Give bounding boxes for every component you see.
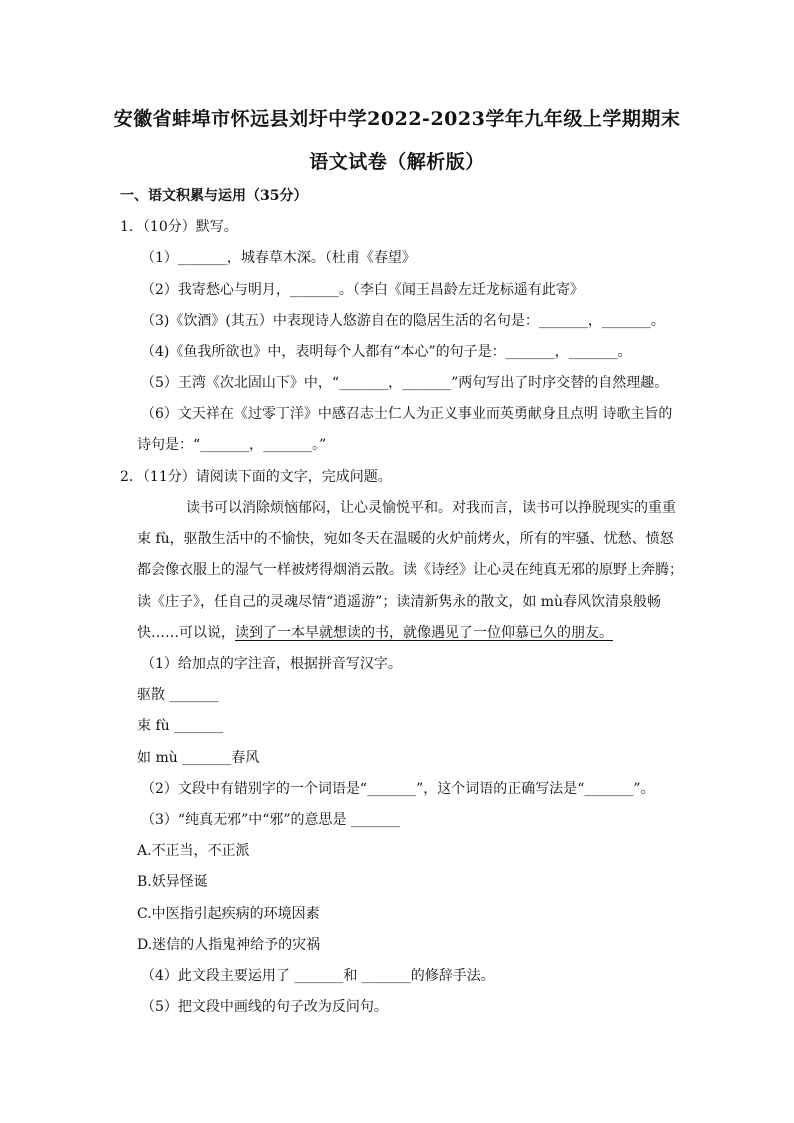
question-1-item-4: （4)《鱼我所欲也》中，表明每个人都有“本心”的句子是：_______，_______。 xyxy=(141,344,632,360)
passage-line-5-text: 快……可以说， xyxy=(137,625,235,641)
option-c: C.中医指引起疾病的环境因素 xyxy=(137,906,320,922)
option-b: B.妖异怪诞 xyxy=(137,874,208,890)
question-1-item-2: （2）我寄愁心与明月，_______。（李白《闻王昌龄左迁龙标遥有此寄》 xyxy=(141,282,584,298)
question-1-item-6: （6）文天祥在《过零丁洋》中感召志士仁人为正义事业而英勇献身且点明 诗歌主旨的 xyxy=(141,406,673,422)
option-a: A.不正当，不正派 xyxy=(137,843,250,859)
underlined-sentence: 读到了一本早就想读的书，就像遇见了一位仰慕已久的朋友。 xyxy=(235,625,613,641)
pinyin-blank-1: 驱散 _______ xyxy=(137,687,219,703)
option-d: D.迷信的人指鬼神给予的灾祸 xyxy=(137,937,321,953)
passage-line-2: 束 fù，驱散生活中的不愉快，宛如冬天在温暖的火炉前烤火，所有的牢骚、忧愁、愤怒 xyxy=(137,531,674,547)
passage-line-4: 读《庄子》，任自己的灵魂尽情“逍遥游”；读清新隽永的散文，如 mù春风饮清泉般畅 xyxy=(137,594,662,610)
question-1-item-5: （5）王湾《次北固山下》中，“_______，_______”两句写出了时序交替的自然理趣。 xyxy=(141,375,669,391)
passage-line-5 xyxy=(137,624,613,642)
question-2-sub-2: （2）文段中有错别字的一个词语是“_______”，这个词语的正确写法是“_______”。 xyxy=(141,781,655,797)
question-1-stem: 1．（10分）默写。 xyxy=(120,219,238,235)
question-1-item-1: （1）_______，城春草木深。（杜甫《春望》 xyxy=(141,250,416,266)
question-1-item-3: （3)《饮酒》(其五）中表现诗人悠游自在的隐居生活的名句是：_______，_______。 xyxy=(141,313,665,329)
question-2-sub-1: （1）给加点的字注音，根据拼音写汉字。 xyxy=(141,656,402,672)
exam-title-line1: 安徽省蚌埠市怀远县刘圩中学2022-2023学年九年级上学期期末 xyxy=(113,108,681,130)
question-2-stem: 2．（11分）请阅读下面的文字，完成问题。 xyxy=(120,469,392,485)
section-heading: 一、语文积累与运用（35分） xyxy=(120,188,308,204)
pinyin-blank-3: 如 mù _______春风 xyxy=(137,750,260,766)
exam-title-line2: 语文试卷（解析版） xyxy=(309,151,485,173)
question-2-sub-3: （3）“纯真无邪”中“邪”的意思是 _______ xyxy=(141,812,400,828)
passage-line-3: 都会像衣服上的湿气一样被烤得烟消云散。读《诗经》让心灵在纯真无邪的原野上奔腾； xyxy=(137,562,683,578)
question-1-item-6-cont: 诗句是：“_______，_______。” xyxy=(137,437,327,453)
question-2-sub-4: （4）此文段主要运用了 _______和 _______的修辞手法。 xyxy=(141,968,495,984)
question-2-sub-5: （5）把文段中画线的句子改为反问句。 xyxy=(141,999,388,1015)
pinyin-blank-2: 束 fù _______ xyxy=(137,718,224,734)
passage-line-1: 读书可以消除烦恼郁闷，让心灵愉悦平和。对我而言，读书可以挣脱现实的重重 xyxy=(186,500,676,516)
